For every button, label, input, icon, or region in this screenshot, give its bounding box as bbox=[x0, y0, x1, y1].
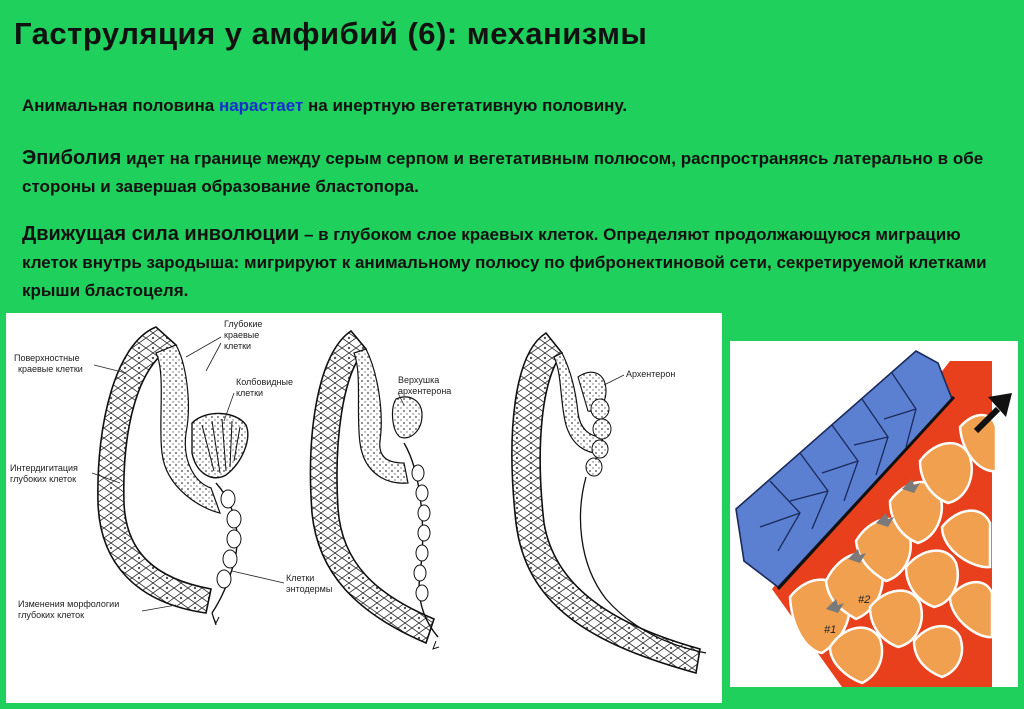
label-archenteron-tip-1: Верхушка bbox=[398, 375, 440, 385]
label-archenteron-tip-2: архентерона bbox=[398, 386, 452, 396]
para3-lead: Движущая сила инволюции bbox=[22, 223, 300, 245]
para2-text: идет на границе между серым серпом и вегетативным полюсом, распространяясь латерально в обе стороны и завершая образование бластопора. bbox=[22, 149, 984, 196]
cell-migration-svg bbox=[730, 341, 1018, 687]
gastrulation-stages-svg bbox=[6, 313, 722, 703]
migration-label-1: #1 bbox=[824, 624, 837, 636]
label-deep-marginal-1: Глубокие bbox=[224, 319, 263, 329]
para3-text: – в глубоком слое краевых клеток. Определяют продолжающуюся миграцию клеток внутрь зародыша: мигрируют к анимальному полюсу по фибронектиновой сети, секретируемой клетками крыши бластоцеля. bbox=[22, 225, 987, 300]
label-interdigitation-1: Интердигитация bbox=[10, 463, 78, 473]
label-bottle-cells-1: Колбовидные bbox=[236, 377, 293, 387]
migration-label-2: #2 bbox=[858, 594, 871, 606]
label-interdigitation-2: глубоких клеток bbox=[10, 474, 77, 484]
paragraph-animal-half bbox=[22, 92, 1012, 120]
label-endoderm-2: энтодермы bbox=[286, 584, 333, 594]
para1-text-after: на инертную вегетативную половину. bbox=[303, 96, 628, 115]
label-archenteron: Архентерон bbox=[626, 369, 676, 379]
label-deep-marginal-2: краевые bbox=[224, 330, 260, 340]
para1-highlight: нарастает bbox=[218, 96, 304, 115]
paragraph-involution bbox=[22, 220, 1012, 305]
label-morphology-1: Изменения морфологии bbox=[18, 599, 120, 609]
label-surface-marginal-1: Поверхностные bbox=[14, 353, 80, 363]
para2-lead: Эпиболия bbox=[22, 147, 122, 169]
para1-text-before: Анимальная половина bbox=[22, 96, 219, 115]
label-morphology-2: глубоких клеток bbox=[18, 610, 85, 620]
label-bottle-cells-2: клетки bbox=[236, 388, 264, 398]
gastrulation-stages-figure bbox=[6, 313, 722, 703]
label-endoderm-1: Клетки bbox=[286, 573, 315, 583]
page-title: Гаструляция у амфибий (6): механизмы bbox=[14, 16, 648, 51]
stage-3-drawing bbox=[512, 333, 706, 673]
label-surface-marginal-2: краевые клетки bbox=[18, 364, 83, 374]
cell-migration-figure bbox=[730, 341, 1018, 687]
label-deep-marginal-3: клетки bbox=[224, 341, 252, 351]
paragraph-epiboly bbox=[22, 144, 1012, 201]
